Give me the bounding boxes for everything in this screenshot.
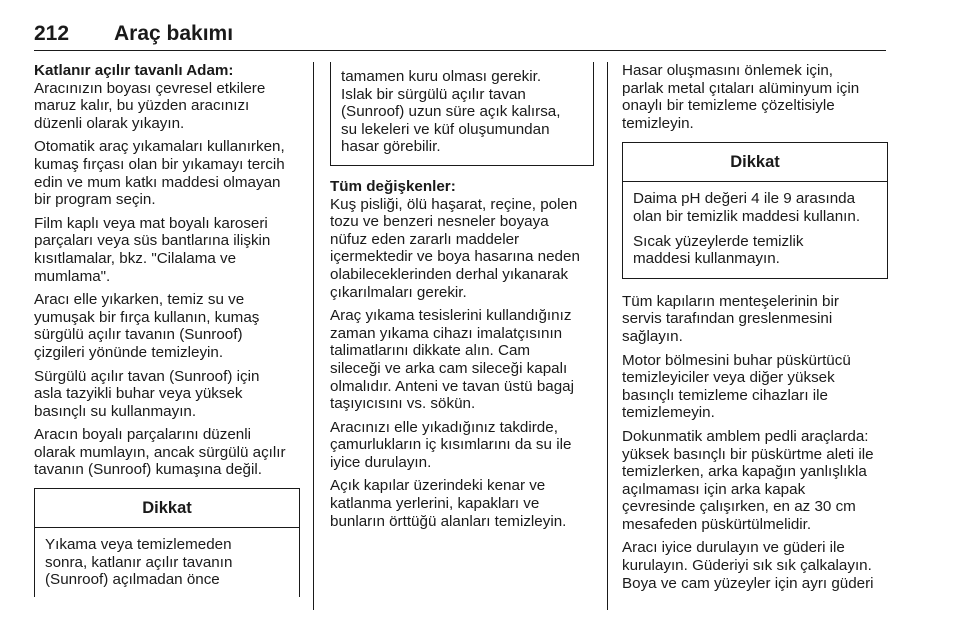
text-line: sonra, katlanır açılır tavanın [45,553,233,571]
text-line: Hasar oluşmasını önlemek için, [622,62,834,79]
paragraph [330,477,594,530]
text-line: çıkarılmaları gerekir. [330,283,467,301]
text-line: olarak mumlayın, ancak sürgülü açılır [34,443,286,461]
paragraph [330,196,594,302]
text-line: Açık kapılar üzerindeki kenar ve [330,477,546,495]
text-line: maddesi kullanmayın. [633,250,780,268]
text-line: Aracın boyalı parçalarını düzenli [34,426,251,444]
text-line: Film kaplı veya mat boyalı karoseri [34,214,268,232]
text-line: düzenli olarak yıkayın. [34,114,185,132]
text-line: Otomatik araç yıkamaları kullanırken, [34,138,285,156]
text-line: kumaş fırçası olan bir yıkamayı tercih [34,155,285,173]
notice-body [35,528,299,602]
paragraph [330,307,594,413]
notice-paragraph [633,233,877,268]
text-line: yüksek basınçlı bir püskürtme aleti ile [622,445,874,463]
text-line: Sürgülü açılır tavan (Sunroof) için [34,367,260,385]
chapter-title: Araç bakımı [114,22,234,45]
text-line: sileceği ve arka cam sileceği kapalı [330,359,568,377]
text-line: bir program seçin. [34,191,156,209]
text-line: çevresinde çalışırken, en az 30 cm [622,498,856,516]
text-line: içermektedir ve boya hasarına neden [330,248,580,266]
paragraph [34,80,300,133]
text-line: Araç yıkama tesislerini kullandığınız [330,307,572,325]
section-heading: Tüm değişkenler: [330,177,456,195]
text-line: Aracı iyice durulayın ve güderi ile [622,539,845,557]
text-line: Aracınızın boyası çevresel etkilere [34,79,266,97]
notice-box [622,142,888,278]
text-line: hasar görebilir. [341,138,441,156]
page-header [34,22,886,51]
text-line: maruz kalır, bu yüzden aracınızı [34,97,250,115]
text-line: Dokunmatik amblem pedli araçlarda: [622,427,869,445]
text-line: sürgülü açılır tavanın (Sunroof) [34,326,243,344]
notice-title: Dikkat [35,489,299,528]
paragraph [622,539,888,592]
text-line: Daima pH değeri 4 ile 9 arasında [633,190,856,208]
text-line: onaylı bir temizleme çözeltisiyle [622,97,835,115]
text-line: tamamen kuru olması gerekir. [341,68,542,85]
text-line: nüfuz eden zararlı maddeler [330,230,520,248]
text-line: edin ve mum katkı maddesi olmayan [34,173,281,191]
page-number: 212 [34,22,70,45]
text-line: (Sunroof) açılmadan önce [45,571,220,589]
text-line: çizgileri yönünde temizleyin. [34,343,224,361]
paragraph [34,215,300,285]
text-line: olmalıdır. Anteni ve tavan üstü bagaj [330,377,574,395]
column-2 [330,62,594,536]
text-line: Boya ve cam yüzeyler için ayrı güderi [622,574,874,592]
text-line: temizleyiciler veya diğer yüksek [622,369,835,387]
text-line: parçaları veya süs bantlarına ilişkin [34,232,271,250]
notice-body [623,182,887,277]
section-heading: Katlanır açılır tavanlı Adam: [34,62,234,79]
paragraph [34,368,300,421]
text-line: Yıkama veya temizlemeden [45,536,232,554]
paragraph [622,352,888,422]
notice-paragraph [633,190,877,225]
text-line: mesafeden püskürtülmelidir. [622,515,812,533]
text-line: su lekeleri ve küf oluşumundan [341,120,550,138]
notice-paragraph [341,68,583,156]
text-line: basınçlı temizleme cihazları ile [622,386,828,404]
text-line: Aracı elle yıkarken, temiz su ve [34,291,245,309]
text-line: talimatlarını dikkate alın. Cam [330,342,531,360]
paragraph [34,291,300,361]
text-line: katlanma yerlerini, kapakları ve [330,495,540,513]
text-line: tozu ve benzeri nesneler boyaya [330,213,549,231]
notice-box [34,488,300,597]
text-line: olan bir temizlik maddesi kullanın. [633,207,861,225]
text-line: temizlemeyin. [622,404,715,422]
text-line: Kuş pisliği, ölü haşarat, reçine, polen [330,195,578,213]
text-line: Tüm kapıların menteşelerinin bir [622,292,839,310]
column-divider-right [607,62,608,610]
column-1 [34,62,300,597]
text-line: Motor bölmesini buhar püskürtücü [622,351,851,369]
notice-title: Dikkat [623,143,887,182]
paragraph [34,138,300,208]
column-divider-left [313,62,314,610]
text-line: taşıyıcısını vs. sökün. [330,395,476,413]
text-line: sağlayın. [622,327,683,345]
text-line: mumlama". [34,267,111,285]
text-line: Sıcak yüzeylerde temizlik [633,232,804,250]
text-line: basınçlı su kullanmayın. [34,402,197,420]
text-line: tavanın (Sunroof) kumaşına değil. [34,461,262,479]
paragraph [622,293,888,346]
notice-box-continued [330,62,594,166]
paragraph [622,428,888,534]
text-line: zaman yıkama cihazı imalatçısının [330,324,563,342]
paragraph [34,426,300,479]
text-line: çamurlukların iç kısımlarını da su ile [330,436,572,454]
text-line: (Sunroof) uzun süre açık kalırsa, [341,103,561,121]
text-line: kısıtlamalar, bkz. "Cilalama ve [34,249,237,267]
text-line: Islak bir sürgülü açılır tavan [341,85,526,103]
notice-paragraph [45,536,289,589]
text-line: yumuşak bir fırça kullanın, kumaş [34,308,260,326]
text-line: temizlerken, arka kapağın yanlışlıkla [622,463,867,481]
text-line: parlak metal çıtaları alüminyum için [622,79,860,97]
text-line: servis tarafından greslenmesini [622,310,833,328]
text-line: temizleyin. [622,114,694,132]
column-3 [622,62,888,598]
text-line: Aracınızı elle yıkadığınız takdirde, [330,418,558,436]
text-line: açılmaması için arka kapak [622,480,806,498]
paragraph [330,419,594,472]
text-line: asla tazyikli buhar veya yüksek [34,385,243,403]
text-line: bunların örttüğü alanları temizleyin. [330,512,567,530]
paragraph [622,62,888,132]
text-line: olabileceklerinden derhal yıkanarak [330,265,569,283]
notice-body [331,62,593,165]
text-line: kurulayın. Güderiyi sık sık çalkalayın. [622,557,872,575]
text-line: iyice durulayın. [330,453,432,471]
